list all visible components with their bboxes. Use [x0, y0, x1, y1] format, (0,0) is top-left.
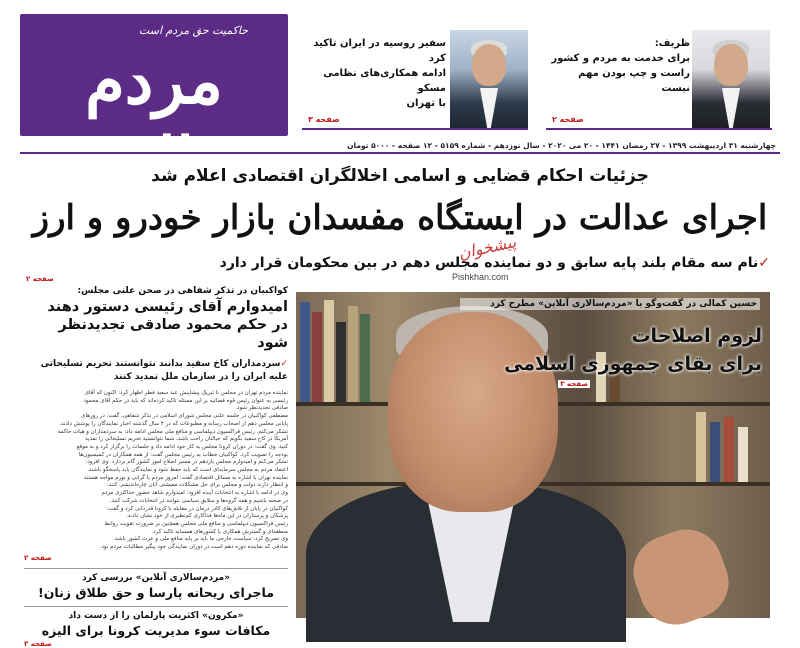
story-page-ref: صفحه ۲ — [24, 554, 52, 562]
book-shape — [360, 314, 370, 402]
story-lead-text: سردمداران کاخ سفید بدانند نتوانستند تحریم تسلیحاتی علیه ایران را در سازمان ملل تمدید کنند — [40, 359, 288, 382]
zarif-photo — [692, 30, 770, 128]
body-line: صادقی که نماینده دوره دهم است در دوران نمایندگی خود پیگیر مطالبات مردم بود. — [99, 544, 288, 551]
box-page-ref: صفحه ۳ — [24, 640, 52, 648]
face-shape — [472, 44, 506, 86]
page-ref: صفحه ۳ — [308, 115, 340, 124]
box-title: ماجرای ریحانه پارسا و حق طلاق زنان! — [38, 585, 274, 600]
book-shape — [724, 417, 734, 482]
body-line: اعتماد مردم به مجلس سرمایه‌ای است که باید حفظ شود و نمایندگان باید پاسخگو باشند. — [87, 467, 288, 474]
teaser-zarif[interactable] — [546, 30, 772, 130]
watermark-stamp: پیشخوان — [456, 232, 518, 263]
teaser-box[interactable] — [24, 573, 288, 600]
check-mark-icon: ✓ — [758, 255, 770, 271]
body-line: بودجه را تصویب کرد. کواکبیان خطاب به رئیس مجلس گفت: از همه همکاران در کمیسیون‌ها — [78, 451, 288, 458]
teaser-box[interactable] — [24, 611, 288, 638]
book-shape — [348, 306, 358, 402]
lead-headline[interactable]: اجرای عدالت در ایستگاه مفسدان بازار خودرو و ارز — [32, 198, 768, 238]
body-line: پایانی مجلس دهم از اصحاب رسانه و مطبوعات که در ۴ سال گذشته اخبار نمایندگان را پوشش دادند، — [59, 420, 288, 427]
teaser-russia-ambassador[interactable] — [302, 30, 528, 130]
body-line: مصطفی کواکبیان در جلسه علنی مجلس شورای اسلامی در تذکر شفاهی، گفت: در روزهای — [81, 413, 288, 420]
book-shape — [696, 412, 706, 482]
ambassador-photo — [450, 30, 528, 128]
lead-kicker: جزئیات احکام قضایی و اسامی اخلالگران اقتصادی اعلام شد — [151, 166, 649, 186]
body-line: و انتظار دارند دولت و مجلس برای حل مشکلات معیشتی آنان چاره‌اندیشی کنند. — [106, 482, 288, 489]
body-line: تشکر می‌کنم. رئیس فراکسیون دیپلماسی و منافع ملی مجلس ادامه داد: به سردمداران و هیات حاکمه — [57, 428, 288, 435]
story-body — [24, 390, 288, 552]
box-kicker: «مردم‌سالاری آنلاین» بررسی کرد — [81, 573, 231, 583]
divider — [24, 606, 288, 607]
main-photo[interactable] — [296, 292, 770, 618]
story-title[interactable]: امیدوارم آقای رئیسی دستور دهند در حکم محمود صادقی تجدیدنظر شود — [47, 299, 288, 351]
body-line: تشکر می‌کنم و امیدوارم مجلس یازدهم در مسیر اصلاح امور کشور گام بردارد. وی افزود: — [85, 459, 288, 466]
watermark-url: Pishkhan.com — [452, 272, 509, 282]
body-line: نماینده مردم تهران در مجلس با تبریک پیشاپیش عید سعید فطر اظهار کرد: اکنون که آقای — [84, 390, 288, 396]
book-shape — [336, 322, 346, 402]
story-kicker: کواکبیان در تذکر شفاهی در صحن علنی مجلس: — [77, 286, 288, 296]
body-line: صادقی تجدیدنظر شود. — [235, 405, 288, 412]
body-line: آمریکا در کاخ سفید بگویم که خیالتان راحت باشد، شما نتوانستید تحریم تسلیحاتی را تمدید — [85, 436, 288, 443]
left-column — [24, 282, 288, 648]
photo-title: لزوم اصلاحات برای بقای جمهوری اسلامی — [504, 325, 762, 375]
body-line: رئیس فراکسیون دیپلماسی و منافع ملی مجلس همچنین بر ضرورت تقویت روابط — [104, 520, 288, 527]
body-line: وی تصریح کرد: سیاست خارجی ما باید بر پایه منافع ملی و عزت کشور باشد. — [113, 536, 288, 543]
body-line: در صحنه باشیم و همه گروه‌ها و سلایق سیاسی بتوانند در انتخابات شرکت کنند. — [109, 497, 288, 504]
masthead-tagline: حاکمیت حق مردم است — [138, 24, 248, 37]
book-shape — [300, 302, 310, 402]
body-line: منطقه‌ای و گسترش همکاری با کشورهای همسایه تاکید کرد. — [151, 528, 288, 535]
teaser-text: ظریف: برای خدمت به مردم و کشور راست و چپ بودن مهم نیست — [551, 38, 690, 94]
box-title: مکافات سوء مدیریت کرونا برای الیزه — [41, 623, 271, 638]
body-line: وی در ادامه با اشاره به انتخابات آینده افزود: امیدوارم شاهد حضور حداکثری مردم — [101, 490, 288, 497]
date-bar: چهارشنبه ۳۱ اردیبهشت ۱۳۹۹ - ۲۷ رمضان ۱۴۴۱ - ۲۰ می ۲۰۲۰ - سال نوزدهم - شماره ۵۱۵۹ - ۱۲ صفحه - ۵۰۰۰ تومان — [20, 140, 780, 154]
check-mark-icon: ✓ — [280, 359, 288, 369]
teaser-text: سفیر روسیه در ایران تاکید کرد ادامه همکاری‌های نظامی مسکو با تهران — [313, 38, 446, 109]
face-shape — [714, 44, 748, 86]
book-shape — [324, 300, 334, 402]
body-line: نماینده تهران با اشاره به مسائل اقتصادی گفت: امروز مردم با گرانی و تورم مواجه هستند — [83, 474, 288, 481]
body-line: پزشکان و پرستاران در این ماه‌ها فداکاری کم‌نظیری از خود نشان دادند. — [125, 513, 288, 520]
body-line: کنید. وی گفت: در دوران کرونا مجلس به کار خود ادامه داد و جلسات را برگزار کرد و به موقع — [76, 443, 288, 450]
photo-kicker: حسین کمالی در گفت‌وگو با «مردم‌سالاری آنلاین» مطرح کرد — [460, 298, 760, 310]
collar-shape — [722, 88, 740, 128]
hand-shape — [623, 519, 738, 634]
box-kicker: «مکرون» اکثریت پارلمان را از دست داد — [68, 611, 244, 621]
body-line: کواکبیان در پایان از تلاش‌های کادر درمان در مقابله با کرونا قدردانی کرد و گفت: — [106, 505, 288, 512]
subhead-text: نام سه مقام بلند پایه سابق و دو نماینده مجلس دهم در بین محکومان قرار دارد — [219, 255, 759, 271]
page-ref: صفحه ۲ — [552, 115, 584, 124]
book-shape — [710, 422, 720, 482]
lead-page-ref: صفحه ۲ — [26, 275, 54, 283]
book-shape — [312, 312, 322, 402]
body-line: رئیسی به عنوان رئیس قوه قضائیه بر این مسئله تاکید کرده‌اند که باید در حکم آقای محمود — [83, 397, 288, 404]
newspaper-logo: مردم سالاری — [58, 44, 250, 199]
collar-shape — [480, 88, 498, 128]
photo-page-ref: صفحه ۳ — [560, 380, 588, 388]
divider — [24, 568, 288, 569]
book-shape — [738, 427, 748, 482]
story-lead — [24, 358, 288, 384]
masthead — [20, 14, 288, 199]
